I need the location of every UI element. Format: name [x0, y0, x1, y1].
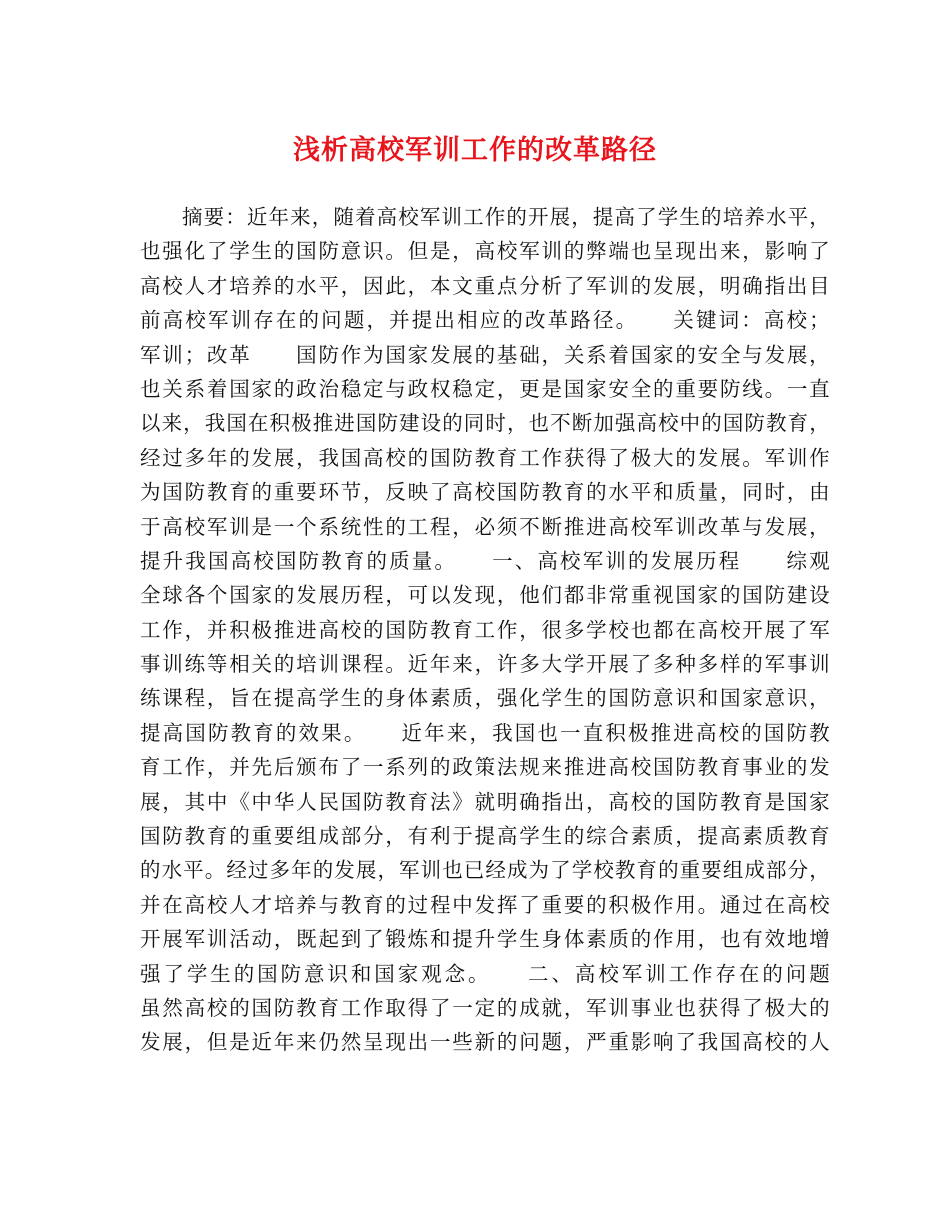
text-line: 全球各个国家的发展历程，可以发现，他们都非常重视国家的国防建设: [140, 583, 830, 608]
text-line: 以来，我国在积极推进国防建设的同时，也不断加强高校中的国防教育，: [140, 411, 830, 436]
text-line: 育工作，并先后颁布了一系列的政策法规来推进高校国防教育事业的发: [140, 755, 830, 780]
text-line: 事训练等相关的培训课程。近年来，许多大学开展了多种多样的军事训: [140, 652, 830, 677]
text-line: 练课程，旨在提高学生的身体素质，强化学生的国防意识和国家意识，: [140, 686, 830, 711]
text-line: 国防教育的重要组成部分，有利于提高学生的综合素质，提高素质教育: [140, 824, 830, 849]
document-title: 浅析高校军训工作的改革路径: [293, 135, 657, 166]
text-line: 发展，但是近年来仍然呈现出一些新的问题，严重影响了我国高校的人: [140, 1030, 830, 1055]
text-line: 经过多年的发展，我国高校的国防教育工作获得了极大的发展。军训作: [140, 445, 830, 470]
text-line: 前高校军训存在的问题，并提出相应的改革路径。 关键词：高校；: [140, 308, 830, 333]
text-line: 的水平。经过多年的发展，军训也已经成为了学校教育的重要组成部分，: [140, 858, 830, 883]
text-line: 高校人才培养的水平，因此，本文重点分析了军训的发展，明确指出目: [140, 273, 830, 298]
text-line: 为国防教育的重要环节，反映了高校国防教育的水平和质量，同时，由: [140, 480, 830, 505]
text-line: 也强化了学生的国防意识。但是，高校军训的弊端也呈现出来，影响了: [140, 239, 830, 264]
text-line: 强了学生的国防意识和国家观念。 二、高校军训工作存在的问题: [140, 961, 830, 986]
text-line: 于高校军训是一个系统性的工程，必须不断推进高校军训改革与发展，: [140, 514, 830, 539]
text-line: 开展军训活动，既起到了锻炼和提升学生身体素质的作用，也有效地增: [140, 927, 830, 952]
text-line: 提高国防教育的效果。 近年来，我国也一直积极推进高校的国防教: [140, 720, 830, 745]
text-line: 军训；改革 国防作为国家发展的基础，关系着国家的安全与发展，: [140, 342, 830, 367]
text-line: 提升我国高校国防教育的质量。 一、高校军训的发展历程 综观: [140, 548, 830, 573]
text-line: 虽然高校的国防教育工作取得了一定的成就，军训事业也获得了极大的: [140, 995, 830, 1020]
text-line: 展，其中《中华人民国防教育法》就明确指出，高校的国防教育是国家: [140, 789, 830, 814]
text-line: 摘要：近年来，随着高校军训工作的开展，提高了学生的培养水平，: [182, 205, 830, 229]
text-line: 并在高校人才培养与教育的过程中发挥了重要的积极作用。通过在高校: [140, 892, 830, 917]
text-line: 工作，并积极推进高校的国防教育工作，很多学校也都在高校开展了军: [140, 617, 830, 642]
document-body: [140, 200, 830, 1060]
text-line: 也关系着国家的政治稳定与政权稳定，更是国家安全的重要防线。一直: [140, 376, 830, 401]
